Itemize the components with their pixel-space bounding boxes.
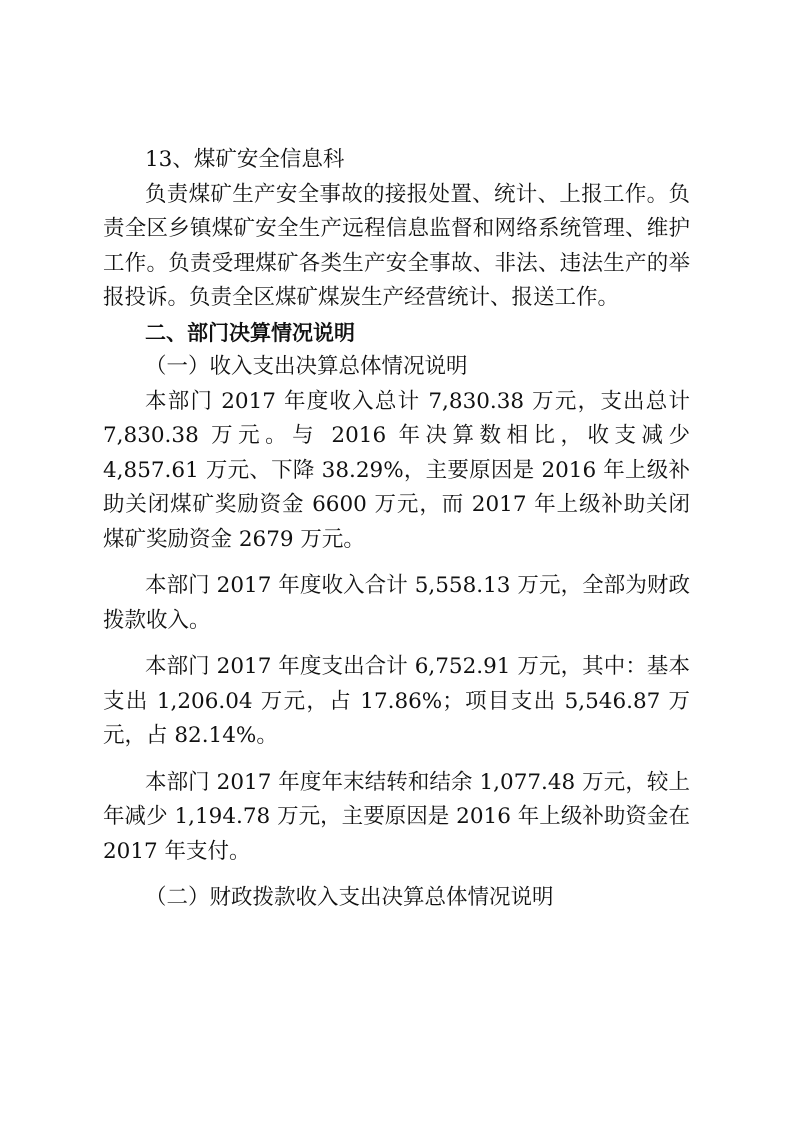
subsection-1-heading: （一）收入支出决算总体情况说明 xyxy=(145,354,468,379)
subsection-2-heading: （二）财政拨款收入支出决算总体情况说明 xyxy=(145,885,554,910)
section-13-body: 负责煤矿生产安全事故的接报处置、统计、上报工作。负责全区乡镇煤矿安全生产远程信息监督和网络系统管理、维护工作。负责受理煤矿各类生产安全事故、非法、违法生产的举报投诉。负责全区煤矿煤炭生产经营统计、报送工作。 xyxy=(103,181,690,310)
paragraph-balance: 本部门 2017 年度年末结转和结余 1,077.48 万元，较上年减少 1,194.78 万元，主要原因是 2016 年上级补助资金在 2017 年支付。 xyxy=(103,769,690,864)
paragraph-total-income-expense: 本部门 2017 年度收入总计 7,830.38 万元，支出总计 7,830.38 万元。与 2016 年决算数相比，收支减少 4,857.61 万元、下降 38.29%，主要原因是 2016 年上级补助关闭煤矿奖励资金 6600 万元，而 2017 年上级补助关闭煤矿奖励资金 2679 万元。 xyxy=(103,388,690,552)
paragraph-income: 本部门 2017 年度收入合计 5,558.13 万元，全部为财政拨款收入。 xyxy=(103,573,690,633)
document-body xyxy=(103,143,690,916)
paragraph-expense: 本部门 2017 年度支出合计 6,752.91 万元，其中：基本支出 1,206.04 万元，占 17.86%；项目支出 5,546.87 万元，占 82.14%。 xyxy=(103,654,690,748)
part-2-heading: 二、部门决算情况说明 xyxy=(145,320,355,345)
section-13-title: 13、煤矿安全信息科 xyxy=(145,147,345,172)
